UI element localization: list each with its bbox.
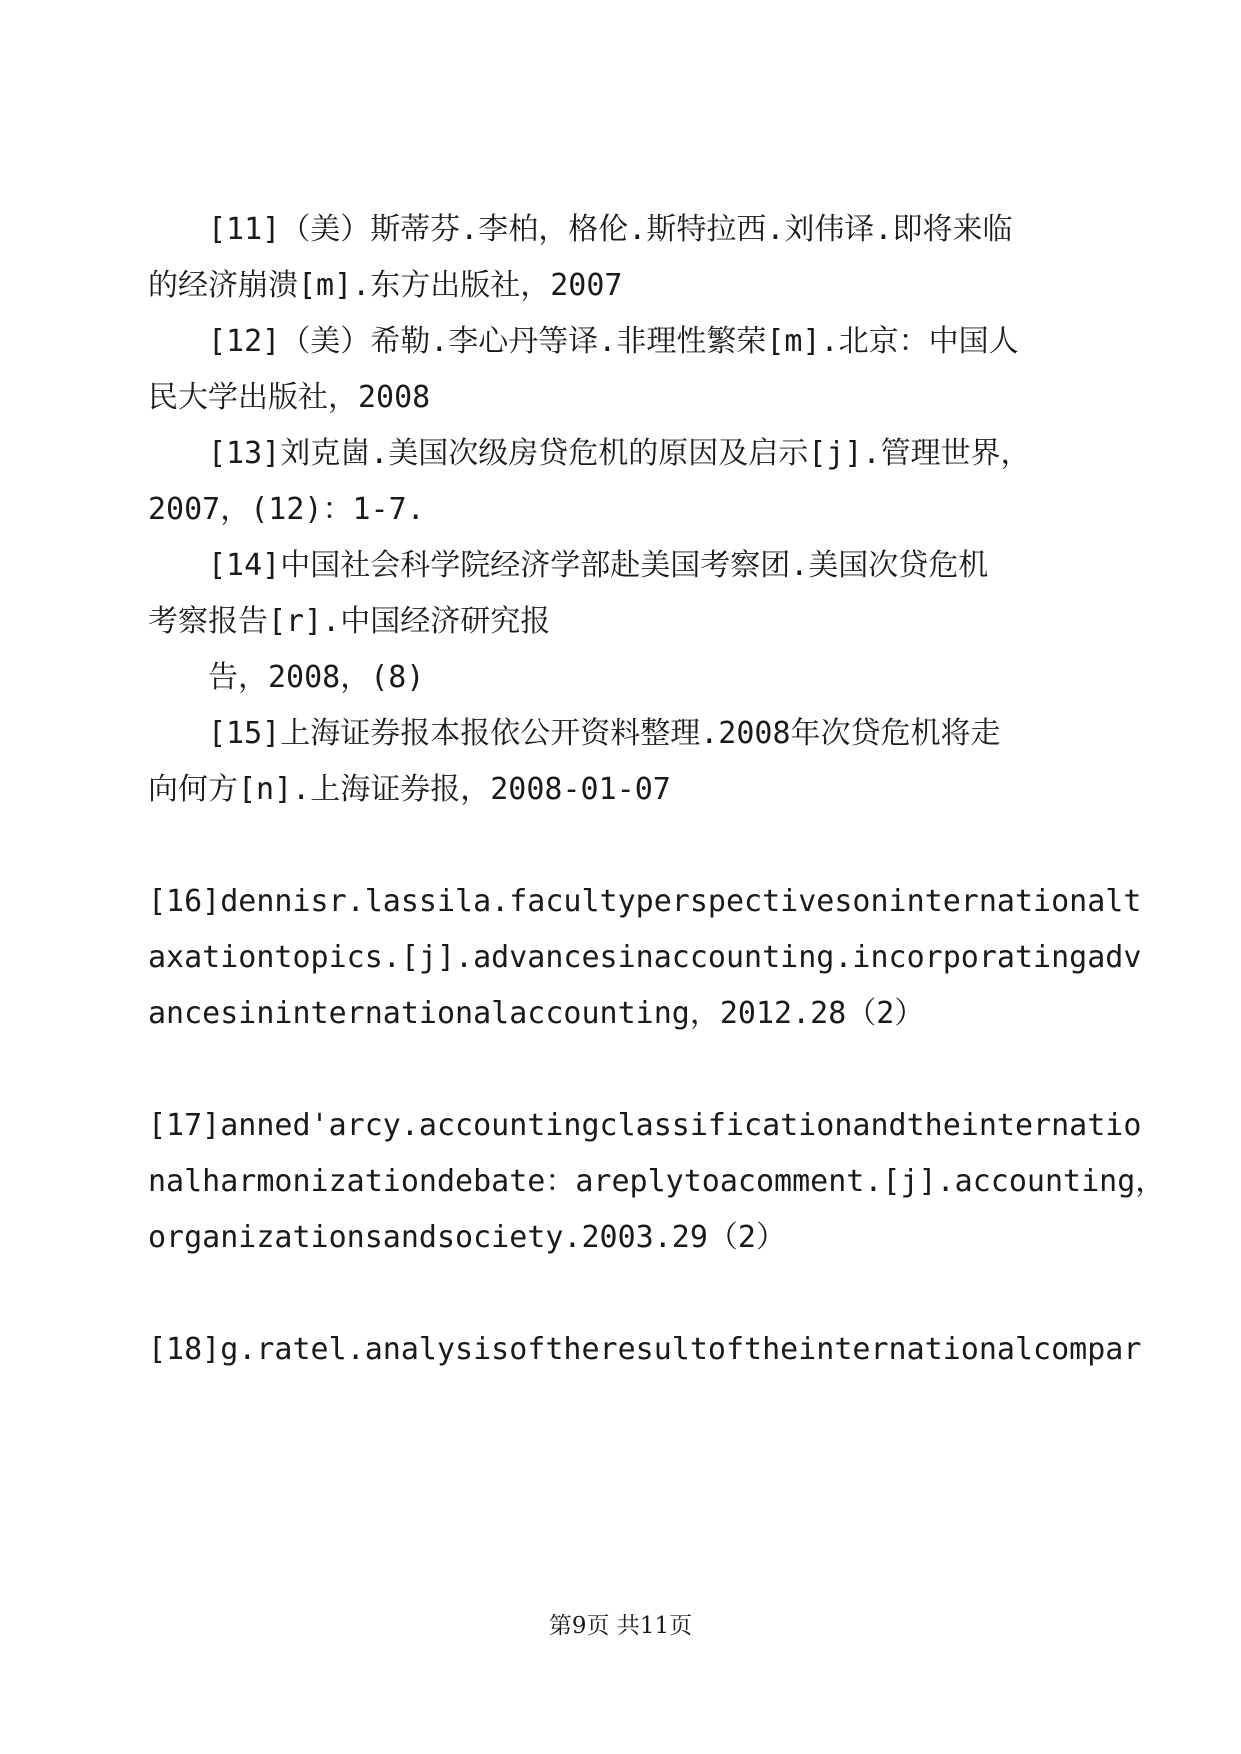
reference-11-line-2: 的经济崩溃[m].东方出版社，2007 [148, 268, 623, 303]
reference-11-line-1: [11]（美）斯蒂芬.李柏，格伦.斯特拉西.刘伟译.即将来临 [208, 212, 1013, 247]
reference-15-line-1: [15]上海证券报本报依公开资料整理.2008年次贷危机将走 [208, 716, 1001, 751]
reference-18-line-1: [18]g.ratel.analysisoftheresultoftheinternationalcompar [148, 1332, 1142, 1367]
reference-16-line-3: ancesininternationalaccounting，2012.28（2） [148, 996, 925, 1031]
reference-13-line-1: [13]刘克崮.美国次级房贷危机的原因及启示[j].管理世界， [208, 436, 1031, 471]
reference-14-line-3: 告，2008，(8) [208, 660, 425, 695]
reference-15-line-2: 向何方[n].上海证券报，2008-01-07 [148, 772, 671, 807]
reference-17-line-3: organizationsandsociety.2003.29（2） [148, 1220, 786, 1255]
reference-17-line-1: [17]anned'arcy.accountingclassificationandtheinternatio [148, 1108, 1142, 1143]
reference-17-line-2: nalharmonizationdebate：areplytoacomment.[j].accounting， [148, 1164, 1166, 1199]
reference-12-line-2: 民大学出版社，2008 [148, 380, 431, 415]
reference-14-line-1: [14]中国社会科学院经济学部赴美国考察团.美国次贷危机 [208, 548, 989, 583]
reference-14-line-2: 考察报告[r].中国经济研究报 [148, 604, 551, 639]
page-number-footer: 第9页 共11页 [548, 1613, 693, 1639]
reference-16-line-2: axationtopics.[j].advancesinaccounting.incorporatingadv [148, 940, 1142, 975]
reference-13-line-2: 2007，(12)：1-7. [148, 492, 425, 527]
reference-12-line-1: [12]（美）希勒.李心丹等译.非理性繁荣[m].北京：中国人 [208, 324, 1019, 359]
reference-16-line-1: [16]dennisr.lassila.facultyperspectivesoninternationalt [148, 884, 1142, 919]
